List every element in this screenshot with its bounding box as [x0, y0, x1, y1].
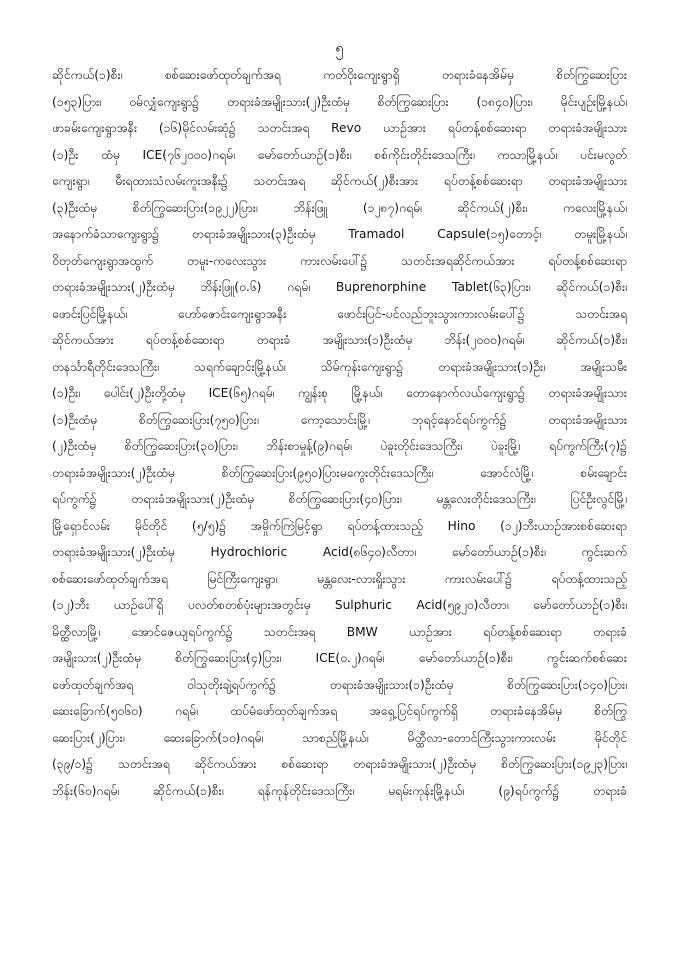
text-line: (၃)ဦးထံမှ စိတ်ကြွဆေးပြား(၁၉၂၂)ပြား၊ ဘိန်းဖြူ (၁၂၈၇)ဂရမ်၊ ဆိုင်ကယ်(၂)စီး၊ ကလေးမြို့နယ်၊ — [52, 200, 627, 215]
text-line: ဆိုင်ကယ်အား ရပ်တန့်စစ်ဆေးရာ တရားခံ အမျိုးသား(၁)ဦးထံမှ ဘိန်း(၂၀၀၀)ဂရမ်၊ ဆိုင်ကယ်(၁)စီး၊ — [52, 333, 627, 347]
text-line: (၁၂)ဘီး ယာဉ်ပေါ်ရှိ ပလတ်စတစ်ပုံးများအတွင်းမှ Sulphuric Acid(၅၉၂၀)လီတာ၊ မော်တော်ယာဉ်(၁)စီး၊ — [52, 598, 627, 612]
text-line: ရပ်ကွက်၌ တရားခံအမျိုးသား(၂)ဦးထံမှ စိတ်ကြွဆေးပြား(၄၀)ပြား၊ မန္တလေးတိုင်းဒေသကြီး၊ ပြင်ဦးလွင်မြို့၊ — [52, 492, 627, 506]
text-line: တရားခံအမျိုးသား(၂)ဦးထံမှ Hydrochloric Acid(၈၆၄၀)လီတာ၊ မော်တော်ယာဉ်(၁)စီး၊ ကွင်းဆက် — [52, 545, 627, 559]
text-line: (၃၉/၁)၌ သတင်းအရ ဆိုင်ကယ်အား စစ်ဆေးရာ တရားခံအမျိုးသား(၂)ဦးထံမှ စိတ်ကြွဆေးပြား(၁၉၂၃)ပြား၊ — [52, 757, 627, 771]
text-line: တနင်္သာရီတိုင်းဒေသကြီး၊ သရက်ချောင်းမြို့နယ်၊ သိမ်ကုန်းကျေးရွာ၌ တရားခံအမျိုးသား(၁)ဦး၊ အမျိုးသမီး — [52, 359, 627, 374]
text-line: မြို့ရှောင်လမ်း မိုင်တိုင် (၅/၅)၌ အမှိုက်ကြဲမြင့်ရွာ ရပ်တန့်ထားသည့် Hino (၁၂)ဘီးယာဉ်အားစစ်ဆေးရာ — [52, 518, 627, 533]
text-line — [52, 831, 627, 858]
text-line: ဖာခမ်းကျေးရွာအနီး (၁၆)မိုင်လမ်းဆုံ၌ သတင်းအရ Revo ယာဉ်အား ရပ်တန့်စစ်ဆေးရာ တရားခံအမျိုးသား — [52, 121, 627, 135]
text-line — [52, 857, 627, 884]
text-line: (၁)ဦး၊ ပေါင်း(၂)ဦးတို့ထံမှ ICE(၆၅)ဂရမ်၊ ကျွန်းစု မြို့နယ်၊ တောနောက်လယ်ကျေးရွာ၌ တရားခံအမျိုးသား — [52, 386, 627, 400]
text-line: ဝိတုတ်ကျေးရွာအထွက် တမူး-ကလေးသွား ကားလမ်းပေါ်၌ သတင်းအရဆိုင်ကယ်အား ရပ်တန့်စစ်ဆေးရာ — [52, 253, 627, 268]
text-line — [52, 910, 627, 937]
text-line: တရားခံအမျိုးသား(၂)ဦးထံမှ စိတ်ကြွဆေးပြား(၉၅၀)ပြားမကွေးတိုင်းဒေသကြီး၊ အောင်လံမြို့၊ စမ်းချောင်း — [52, 465, 627, 480]
text-line: စစ်ဆေးဖော်ထုတ်ချက်အရ မြင်ကြီးကျေးရွာ၊ မန္တလေး-လားရှိုးသွား ကားလမ်းပေါ်၌ ရပ်တန့်ထားသည့် — [52, 571, 627, 586]
text-line: မိတ္ထီလာမြို့၊ အောင်ဇေယျရပ်ကွက်၌ သတင်းအရ BMW ယာဉ်အား ရပ်တန့်စစ်ဆေးရာ တရားခံ — [52, 624, 627, 639]
text-line — [52, 884, 627, 911]
text-line: ဆေးပြား(၂)ပြား၊ ဆေးခြောက်(၁၀)ဂရမ်၊ သာစည်မြို့နယ်၊ မိတ္ထီလာ-တောင်ကြီးသွားကားလမ်း မိုင်တိုင် — [52, 730, 627, 745]
page-number: ၅ — [335, 39, 344, 57]
text-line: (၁)ဦး ထံမှ ICE(၇၆၂၀၀၀)ဂရမ်၊ မော်တော်ယာဉ်(၁)စီး၊ စစ်ကိုင်းတိုင်းဒေသကြီး၊ ကသာမြို့နယ်၊ ပင်းမလွတ် — [52, 147, 627, 162]
text-line: အနောက်ခံသာကျေးရွာ၌ တရားခံအမျိုးသား(၃)ဦးထံမှ Tramadol Capsule(၁၅)တောင့်၊ တမူးမြို့နယ်၊ — [52, 227, 627, 241]
text-line: (၁၅၃)ပြား၊ ဝမ်လျှံကျေးရွာ၌ တရားခံအမျိုးသား(၂)ဦးထံမှ စိတ်ကြွဆေးပြား (၁၈၄၀)ပြား၊ မိုင်းပျဉ်းမြို့နယ်၊ — [52, 94, 627, 109]
text-line: (၁)ဦးထံမှ စိတ်ကြွဆေးပြား(၇၅၀)ပြား၊ ကော့သောင်းမြို့၊ ဘုရင့်နောင်ရပ်ကွက်၌ တရားခံအမျိုးသား — [52, 412, 627, 427]
text-line: ဆိုင်ကယ်(၁)စီး၊ စစ်ဆေးဖော်ထုတ်ချက်အရ ကတ်ဝိုးကျေးရွာရှိ တရားခံနေအိမ်မှ စိတ်ကြွဆေးပြား — [52, 68, 627, 82]
text-line: ဘိန်း(၆၀)ဂရမ်၊ ဆိုင်ကယ်(၁)စီး၊ ရန်ကုန်တိုင်းဒေသကြီး၊ မရမ်းကုန်းမြို့နယ်၊ (၉)ရပ်ကွက်၌ တရားခံ — [52, 783, 627, 798]
text-line: (၂)ဦးထံမှ စိတ်ကြွဆေးပြား(၃၀)ပြား၊ ဘိန်းစာမှုန့်(၉)ဂရမ်၊ ပဲခူးတိုင်းဒေသကြီး၊ ပဲခူးမြို့၊ ရပ်ကွက်ကြီး(၇)၌ — [52, 439, 627, 453]
body-paragraph — [52, 62, 627, 937]
text-line: ဖော်ထုတ်ချက်အရ ဝါသုတိုးချဲ့ရပ်ကွက်၌ တရားခံအမျိုးသား(၁)ဦးထံမှ စိတ်ကြွဆေးပြား(၁၄၀)ပြား၊ — [52, 677, 627, 692]
text-line — [52, 804, 627, 831]
text-line: အမျိုးသား(၂)ဦးထံမှ စိတ်ကြွဆေးပြား(၄)ပြား၊ ICE(၀.၂)ဂရမ်၊ မော်တော်ယာဉ်(၁)စီး၊ ကွင်းဆက်စစ်ဆေး — [52, 651, 627, 665]
text-line: ဆေးခြောက်(၅၀၆၀) ဂရမ်၊ ထပ်မံဖော်ထုတ်ချက်အရ အရှေ့ပြင်ရပ်ကွက်ရှိ တရားခံနေအိမ်မှ စိတ်ကြွ — [52, 704, 627, 718]
text-line: ကျေးရွာ၊ မီးရထားသံလမ်းကူးအနီး၌ သတင်းအရ ဆိုင်ကယ်(၂)စီးအား ရပ်တန့်စစ်ဆေးရာ တရားခံအမျိုးသား — [52, 174, 627, 188]
text-line: ဖောင်းပြင်မြို့နယ်၊ ဟော်ဇောင်းကျေးရွာအနီး ဖောင်းပြင်-ပင်လည်ဘူးသွားကားလမ်းပေါ်၌ သတင်းအရ — [52, 306, 627, 321]
text-line: တရားခံအမျိုးသား(၂)ဦးထံမှ ဘိန်းဖြူ(၀.၆) ဂရမ်၊ Buprenorphine Tablet(၆၃)ပြား၊ ဆိုင်ကယ်(၁)စီး၊ — [52, 280, 627, 294]
